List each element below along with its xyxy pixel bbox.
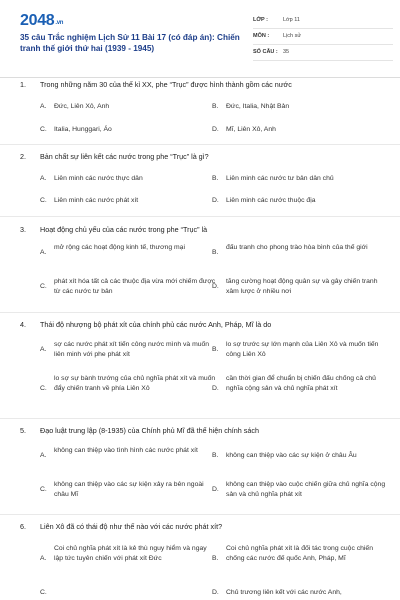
- option-c[interactable]: C. không can thiệp vào các sự kiện xảy ra bên ngoài châu Mĩ: [40, 481, 204, 498]
- option-d[interactable]: D. không can thiệp vào cuộc chiến giữa chủ nghĩa cộng sản và chủ nghĩa phát xít: [212, 481, 386, 498]
- question-divider: [0, 216, 400, 217]
- option-a[interactable]: A. không can thiệp vào tình hình các nước phát xít: [40, 447, 198, 459]
- option-b[interactable]: B. lo sợ trước sự lớn mạnh của Liên Xô và muốn tiến công Liên Xô: [212, 341, 379, 358]
- option-a[interactable]: A. Coi chủ nghĩa phát xít là kẻ thù nguy hiểm và ngay lập tức tuyên chiến với phát xít Đức: [40, 545, 207, 562]
- meta-class: LỚP : Lớp 11: [253, 14, 393, 29]
- page-header: [0, 0, 400, 66]
- option-b[interactable]: B. đấu tranh cho phong trào hòa bình của thế giới: [212, 244, 368, 256]
- question-stem: 2. Bản chất sự liên kết các nước trong phe “Trục” là gì?: [20, 152, 209, 161]
- option-c[interactable]: C.: [40, 589, 47, 596]
- question-stem: 3. Hoạt động chủ yếu của các nước trong phe “Trục” là: [20, 225, 208, 234]
- question-stem: 6. Liên Xô đã có thái độ như thế nào với các nước phát xít?: [20, 522, 223, 531]
- site-logo[interactable]: 2048.vn: [20, 12, 64, 29]
- option-b[interactable]: B. Coi chủ nghĩa phát xít là đối tác trong cuộc chiến chống các nước đế quốc Anh, Pháp, Mĩ: [212, 545, 373, 562]
- option-a[interactable]: A. sợ các nước phát xít tiến công nước mình và muốn liên minh với phe phát xít: [40, 341, 210, 358]
- option-b[interactable]: B. không can thiệp vào các sự kiện ở châu Âu: [212, 452, 357, 459]
- option-c[interactable]: C. phát xít hóa tất cả các thuộc địa vừa mới chiếm được từ các nước tư bản: [40, 278, 216, 295]
- meta-info: [253, 14, 393, 62]
- question-stem: 5. Đạo luật trung lập (8-1935) của Chính phủ Mĩ đã thể hiện chính sách: [20, 426, 259, 435]
- question-stem: 4. Thái độ nhượng bộ phát xít của chính phủ các nước Anh, Pháp, Mĩ là do: [20, 320, 272, 329]
- page-title: 35 câu Trắc nghiệm Lịch Sử 11 Bài 17 (có đáp án): Chiến tranh thế giới thứ hai (1939 - 1945): [20, 33, 240, 53]
- option-d[interactable]: D. tăng cường hoạt động quân sự và gây chiến tranh xâm lược ở nhiều nơi: [212, 278, 378, 295]
- question-stem: 1. Trong những năm 30 của thế kỉ XX, phe “Trục” được hình thành gồm các nước: [20, 80, 292, 89]
- option-c[interactable]: C. lo sợ sự bành trướng của chủ nghĩa phát xít và muốn đẩy chiến tranh về phía Liên Xô: [40, 375, 216, 392]
- option-d[interactable]: D. Chủ trương liên kết với các nước Anh,: [212, 589, 342, 596]
- question-divider: [0, 144, 400, 145]
- header-divider: [0, 77, 400, 78]
- option-d[interactable]: D. cần thời gian để chuẩn bị chiến đấu chống cả chủ nghĩa cộng sản và chủ nghĩa phát xít: [212, 375, 376, 392]
- option-a[interactable]: A. mở rộng các hoạt động kinh tế, thương mại: [40, 244, 185, 256]
- meta-subject: MÔN : Lịch sử: [253, 30, 393, 45]
- question-divider: [0, 418, 400, 419]
- question-divider: [0, 312, 400, 313]
- meta-question-count: SỐ CÂU : 35: [253, 46, 393, 61]
- question-divider: [0, 514, 400, 515]
